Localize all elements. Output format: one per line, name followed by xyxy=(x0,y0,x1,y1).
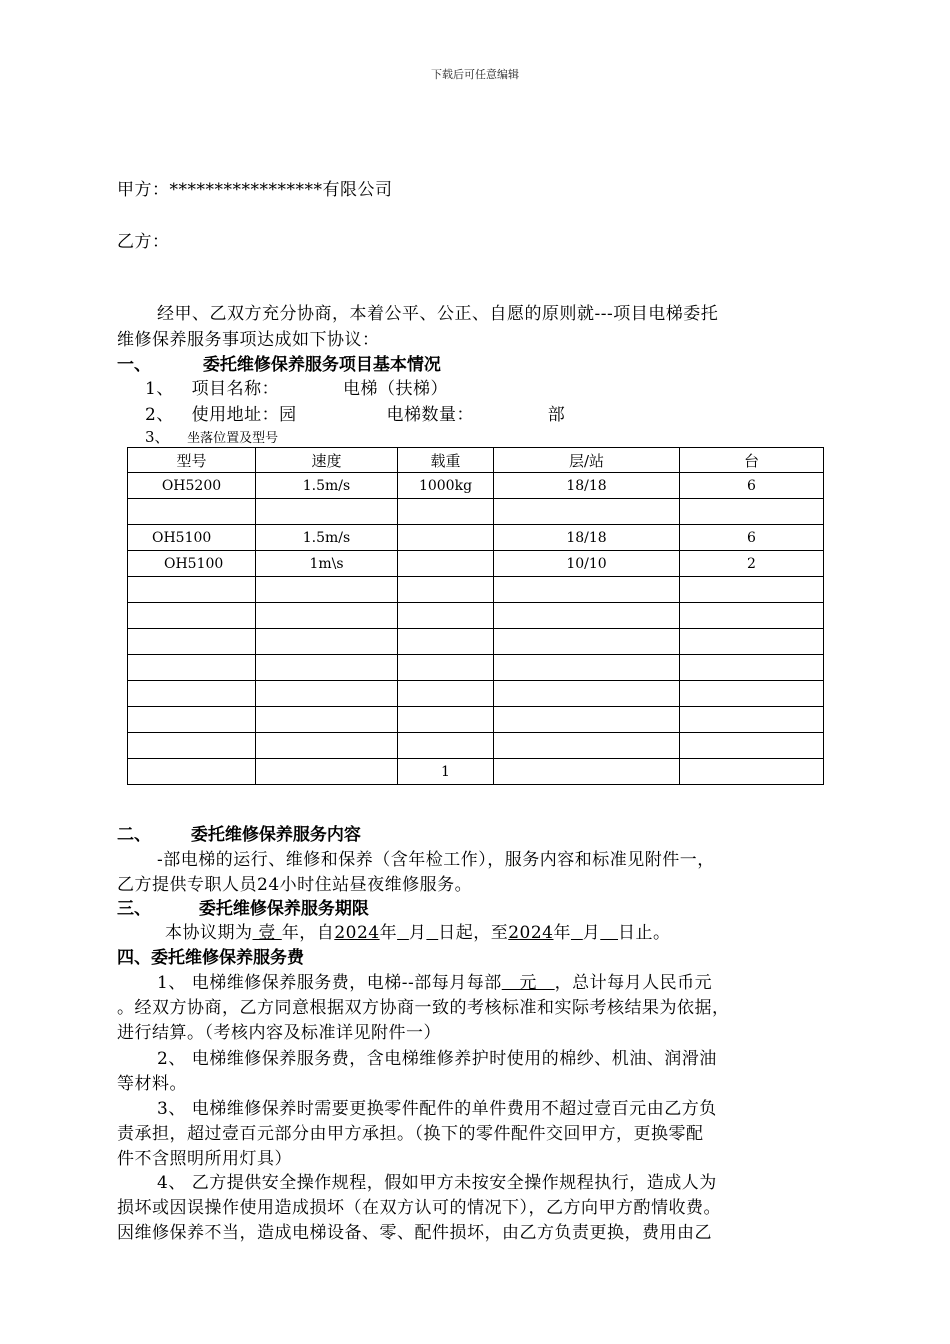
table-cell xyxy=(128,629,256,655)
table-cell xyxy=(494,499,680,525)
section-3-heading xyxy=(117,894,369,919)
intro-line-1: 经甲、乙双方充分协商，本着公平、公正、自愿的原则就---项目电梯委托 xyxy=(157,304,719,324)
table-cell xyxy=(398,733,494,759)
item-2-value: 部 xyxy=(547,405,566,425)
term-text: 日起，至 xyxy=(438,923,509,943)
table-cell xyxy=(494,759,680,785)
table-cell xyxy=(128,655,256,681)
table-row xyxy=(128,655,824,681)
table-cell xyxy=(128,499,256,525)
table-cell xyxy=(398,577,494,603)
end-day-blank xyxy=(600,923,618,943)
end-month-blank xyxy=(571,923,583,943)
table-cell xyxy=(256,707,398,733)
table-cell xyxy=(256,733,398,759)
table-row xyxy=(128,551,824,577)
table-cell xyxy=(680,577,824,603)
table-cell: 1.5m/s xyxy=(256,525,398,551)
table-cell xyxy=(398,499,494,525)
item-1-label: 项目名称： xyxy=(191,379,280,399)
table-cell xyxy=(680,733,824,759)
table-cell xyxy=(680,499,824,525)
table-cell xyxy=(128,707,256,733)
section-2-line-1: -部电梯的运行、维修和保养（含年检工作），服务内容和标准见附件一， xyxy=(157,850,715,870)
table-cell xyxy=(398,629,494,655)
table-cell xyxy=(680,603,824,629)
section-3-title: 委托维修保养服务期限 xyxy=(198,899,369,919)
table-header-cell: 台 xyxy=(680,448,824,473)
term-text: 年 xyxy=(553,923,571,943)
table-cell xyxy=(398,707,494,733)
table-cell: 2 xyxy=(680,551,824,577)
table-cell xyxy=(128,759,256,785)
item-2-line xyxy=(145,400,565,425)
table-cell xyxy=(494,629,680,655)
table-row xyxy=(128,473,824,499)
item-3-line xyxy=(145,426,278,447)
table-header-row xyxy=(128,448,824,473)
table-row xyxy=(128,759,824,785)
elevator-spec-table xyxy=(127,447,824,785)
start-month-blank xyxy=(397,923,409,943)
clause-4-3-line-1: 3、 电梯维修保养时需要更换零件配件的单件费用不超过壹百元由乙方负 xyxy=(157,1099,717,1119)
table-cell xyxy=(494,577,680,603)
table-cell xyxy=(256,681,398,707)
item-2-label-2: 电梯数量： xyxy=(386,405,474,425)
item-2-number: 2、 xyxy=(145,405,174,425)
table-cell: 6 xyxy=(680,525,824,551)
table-cell xyxy=(398,681,494,707)
table-cell xyxy=(128,681,256,707)
table-cell xyxy=(398,603,494,629)
item-1-line xyxy=(145,374,448,399)
party-b-line: 乙方： xyxy=(117,232,170,252)
table-row xyxy=(128,733,824,759)
term-text: 年 xyxy=(379,923,398,943)
term-text: 年，自 xyxy=(281,923,335,943)
clause-4-2-line-1: 2、 电梯维修保养服务费，含电梯维修养护时使用的棉纱、机油、润滑油 xyxy=(157,1049,717,1069)
clause-4-1-line-2: 。经双方协商，乙方同意根据双方协商一致的考核标准和实际考核结果为依据， xyxy=(117,998,730,1018)
term-text: 月 xyxy=(408,923,427,943)
table-cell xyxy=(256,655,398,681)
section-1-heading xyxy=(117,350,441,375)
table-cell xyxy=(494,707,680,733)
term-years-blank: 壹 xyxy=(252,923,282,943)
clause-4-3-line-3: 件不含照明所用灯具） xyxy=(117,1149,292,1169)
table-row xyxy=(128,499,824,525)
party-a-line: 甲方：*****************有限公司 xyxy=(117,180,393,200)
table-row xyxy=(128,707,824,733)
clause-4-1-line-3: 进行结算。（考核内容及标准详见附件一） xyxy=(117,1023,441,1043)
end-year-blank: 2024 xyxy=(508,923,554,943)
section-1-title: 委托维修保养服务项目基本情况 xyxy=(202,355,441,375)
table-cell xyxy=(128,603,256,629)
table-header-cell: 层/站 xyxy=(494,448,680,473)
clause-4-4-line-1: 4、 乙方提供安全操作规程，假如甲方未按安全操作规程执行，造成人为 xyxy=(157,1173,717,1193)
table-cell xyxy=(680,707,824,733)
start-day-blank xyxy=(426,923,438,943)
section-3-term-line xyxy=(165,918,671,943)
section-2-number: 二、 xyxy=(117,825,151,845)
table-cell: 6 xyxy=(680,473,824,499)
table-row xyxy=(128,577,824,603)
table-cell xyxy=(398,525,494,551)
fee-per-unit-blank: 元 xyxy=(501,973,555,993)
clause-4-3-line-2: 责承担，超过壹百元部分由甲方承担。（换下的零件配件交回甲方，更换零配 xyxy=(117,1124,704,1144)
table-header-cell: 型号 xyxy=(128,448,256,473)
table-cell xyxy=(494,733,680,759)
table-cell xyxy=(128,577,256,603)
table-cell xyxy=(680,629,824,655)
table-row xyxy=(128,603,824,629)
table-cell: 10/10 xyxy=(494,551,680,577)
table-cell: OH5100 xyxy=(128,551,256,577)
term-text: 月 xyxy=(582,923,601,943)
table-cell xyxy=(256,759,398,785)
table-cell: 1 xyxy=(398,759,494,785)
clause-4-1-line-1 xyxy=(157,968,712,993)
section-4-heading: 四、委托维修保养服务费 xyxy=(117,948,304,968)
table-cell xyxy=(398,551,494,577)
table-cell: 1.5m/s xyxy=(256,473,398,499)
table-row xyxy=(128,525,824,551)
table-cell xyxy=(680,681,824,707)
section-1-number: 一、 xyxy=(117,355,151,375)
item-2-label: 使用地址：园 xyxy=(191,405,297,425)
table-cell: OH5200 xyxy=(128,473,256,499)
table-cell xyxy=(494,603,680,629)
intro-line-2: 维修保养服务事项达成如下协议： xyxy=(117,330,380,350)
clause-4-4-line-2: 损坏或因误操作使用造成损坏（在双方认可的情况下），乙方向甲方酌情收费。 xyxy=(117,1198,721,1218)
item-1-value: 电梯（扶梯） xyxy=(342,379,448,399)
table-cell: 18/18 xyxy=(494,473,680,499)
table-cell xyxy=(494,655,680,681)
table-cell: 1000kg xyxy=(398,473,494,499)
section-3-number: 三、 xyxy=(117,899,151,919)
table-cell xyxy=(256,577,398,603)
item-3-label: 坐落位置及型号 xyxy=(187,431,279,446)
clause-4-2-line-2: 等材料。 xyxy=(117,1074,187,1094)
table-cell: OH5100 xyxy=(128,525,256,551)
table-cell xyxy=(256,629,398,655)
section-2-line-2: 乙方提供专职人员24小时住站昼夜维修服务。 xyxy=(117,875,473,895)
section-2-heading xyxy=(117,820,361,845)
item-3-number: 3、 xyxy=(145,428,170,446)
term-text: 本协议期为 xyxy=(165,923,253,943)
table-row xyxy=(128,681,824,707)
table-header-cell: 速度 xyxy=(256,448,398,473)
table-cell xyxy=(494,681,680,707)
start-year-blank: 2024 xyxy=(334,923,380,943)
table-cell xyxy=(680,759,824,785)
item-1-number: 1、 xyxy=(145,379,174,399)
clause-4-4-line-3: 因维修保养不当，造成电梯设备、零、配件损坏，由乙方负责更换，费用由乙 xyxy=(117,1223,712,1243)
clause-text: 1、 电梯维修保养服务费，电梯--部每月每部 xyxy=(157,973,502,993)
table-cell xyxy=(128,733,256,759)
table-cell xyxy=(256,603,398,629)
table-row xyxy=(128,629,824,655)
table-header-cell: 载重 xyxy=(398,448,494,473)
term-text: 日止。 xyxy=(618,923,671,943)
table-cell: 1m\s xyxy=(256,551,398,577)
section-2-title: 委托维修保养服务内容 xyxy=(190,825,361,845)
table-cell: 18/18 xyxy=(494,525,680,551)
table-cell xyxy=(398,655,494,681)
table-cell xyxy=(680,655,824,681)
clause-text: ，总计每月人民币元 xyxy=(554,973,713,993)
table-cell xyxy=(256,499,398,525)
header-note: 下载后可任意编辑 xyxy=(431,68,519,81)
